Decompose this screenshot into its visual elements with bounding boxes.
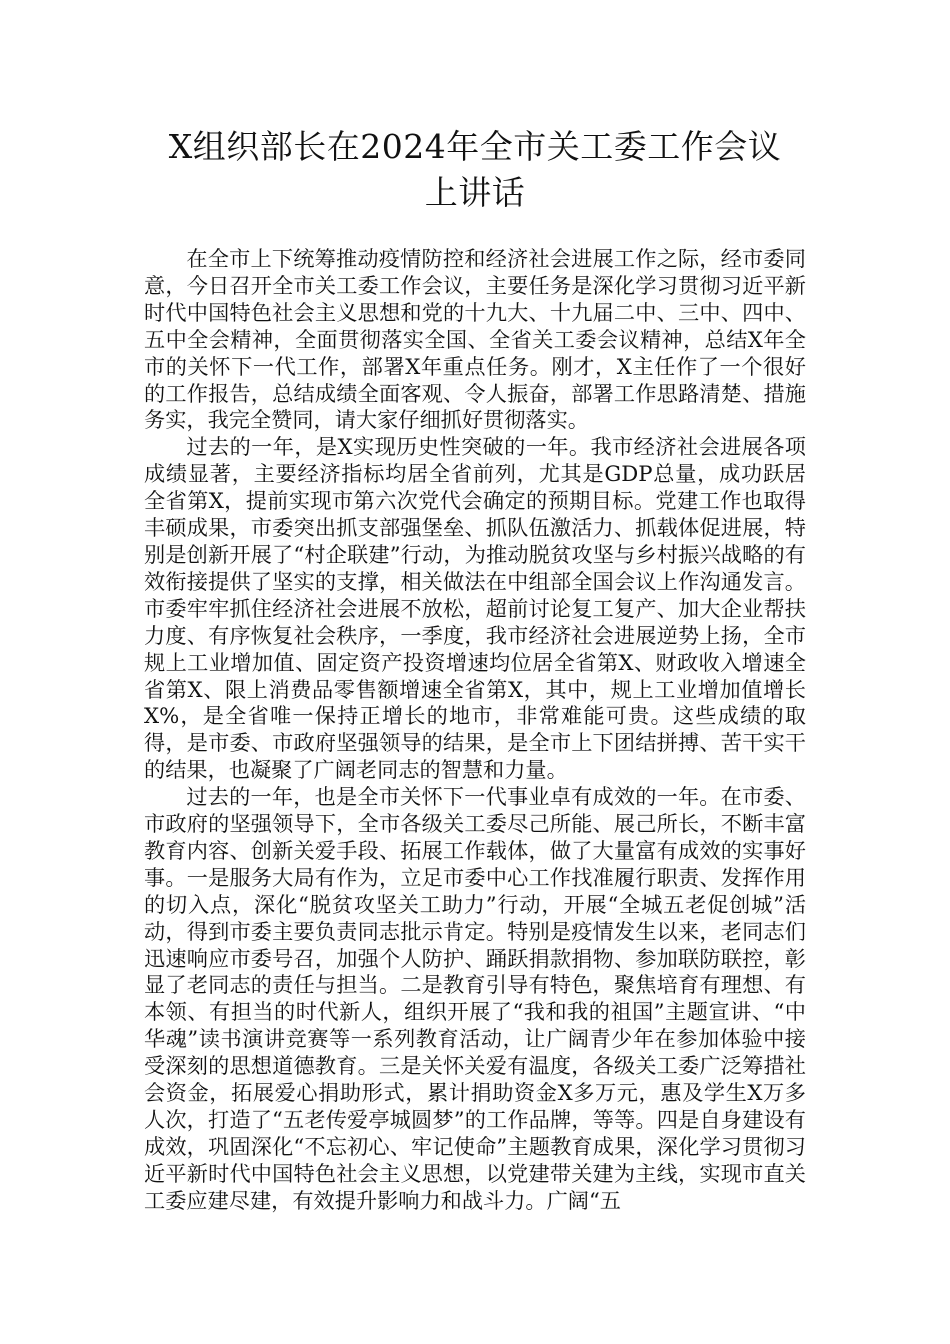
document-page (144, 124, 806, 1215)
title-line-2: 上讲话 (424, 173, 526, 212)
document-title (144, 124, 806, 216)
title-line-1: X组织部长在2024年全市关工委工作会议 (168, 127, 782, 166)
paragraph-3: 过去的一年，也是全市关怀下一代事业卓有成效的一年。在市委、市政府的坚强领导下，全市各级关工委尽己所能、展己所长，不断丰富教育内容、创新关爱手段、拓展工作载体，做了大量富有成效的实事好事。一是服务大局有作为，立足市委中心工作找准履行职责、发挥作用的切入点，深化“脱贫攻坚关工助力”行动，开展“全城五老促创城”活动，得到市委主要负责同志批示肯定。特别是疫情发生以来，老同志们迅速响应市委号召，加强个人防护、踊跃捐款捐物、参加联防联控，彰显了老同志的责任与担当。二是教育引导有特色，聚焦培育有理想、有本领、有担当的时代新人，组织开展了“我和我的祖国”主题宣讲、“中华魂”读书演讲竞赛等一系列教育活动，让广阔青少年在参加体验中接受深刻的思想道德教育。三是关怀关爱有温度，各级关工委广泛筹措社会资金，拓展爱心捐助形式，累计捐助资金X多万元，惠及学生X万多人次，打造了“五老传爱亭城圆梦”的工作品牌，等等。四是自身建设有成效，巩固深化“不忘初心、牢记使命”主题教育成果，深化学习贯彻习近平新时代中国特色社会主义思想，以党建带关建为主线，实现市直关工委应建尽建，有效提升影响力和战斗力。广阔“五 (144, 784, 806, 1213)
paragraph-1: 在全市上下统筹推动疫情防控和经济社会进展工作之际，经市委同意，今日召开全市关工委工作会议，主要任务是深化学习贯彻习近平新时代中国特色社会主义思想和党的十九大、十九届二中、三中、四中、五中全会精神，全面贯彻落实全国、全省关工委会议精神，总结X年全市的关怀下一代工作，部署X年重点任务。刚才，X主任作了一个很好的工作报告，总结成绩全面客观、令人振奋，部署工作思路清楚、措施务实，我完全赞同，请大家仔细抓好贯彻落实。 (144, 246, 806, 433)
paragraph-2: 过去的一年，是X实现历史性突破的一年。我市经济社会进展各项成绩显著，主要经济指标均居全省前列，尤其是GDP总量，成功跃居全省第X，提前实现市第六次党代会确定的预期目标。党建工作也取得丰硕成果，市委突出抓支部强堡垒、抓队伍激活力、抓载体促进展，特别是创新开展了“村企联建”行动，为推动脱贫攻坚与乡村振兴战略的有效衔接提供了坚实的支撑，相关做法在中组部全国会议上作沟通发言。市委牢牢抓住经济社会进展不放松，超前讨论复工复产、加大企业帮扶力度、有序恢复社会秩序，一季度，我市经济社会进展逆势上扬，全市规上工业增加值、固定资产投资增速均位居全省第X、财政收入增速全省第X、限上消费品零售额增速全省第X，其中，规上工业增加值增长X%，是全省唯一保持正增长的地市，非常难能可贵。这些成绩的取得，是市委、市政府坚强领导的结果，是全市上下团结拼搏、苦干实干的结果，也凝聚了广阔老同志的智慧和力量。 (144, 434, 806, 783)
document-body (144, 246, 806, 1215)
